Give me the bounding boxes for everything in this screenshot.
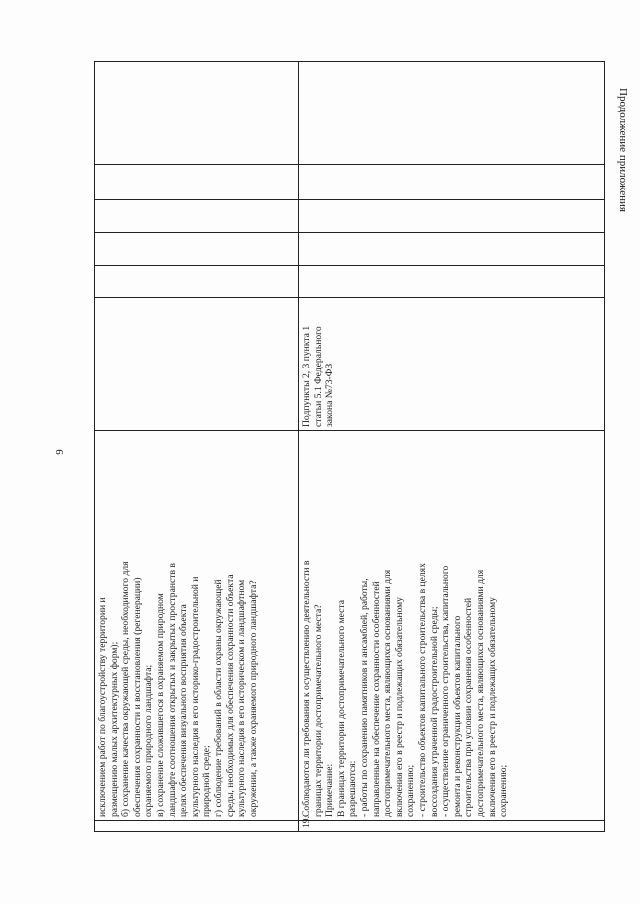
reference-line: статьи 5.1 Федерального [312, 326, 324, 427]
question-line: сохранению; [405, 764, 417, 817]
question-line: воссоздания утраченной градостроительной среды; [428, 606, 440, 817]
answer-no-cell [299, 233, 605, 266]
number-cell-empty [95, 821, 299, 832]
question-line: в) сохранение сложившегося в охраняемом природном [154, 593, 166, 817]
extra-cell [95, 165, 299, 200]
table-row-19 [299, 62, 605, 832]
reference-line: закона №73-ФЗ [324, 363, 336, 427]
row-number: 19. [299, 821, 605, 832]
question-line: - осуществление ограниченного строительства, капитального [440, 565, 452, 817]
question-line: среды, необходимых для обеспечения сохранности объекта [224, 574, 236, 817]
checklist-table [94, 61, 605, 832]
answer-yes-cell [299, 266, 605, 298]
question-line: обеспечения сохранности и восстановления (регенерации) [131, 577, 143, 817]
question-cell [299, 431, 605, 821]
question-line: г) соблюдение требований в области охраны окружающей [212, 579, 224, 817]
question-line: направленные на обеспечение сохранности особенностей [370, 581, 382, 817]
answer-no-cell [95, 233, 299, 266]
question-line: окружении, а также охраняемого природного ландшафта? [247, 580, 259, 817]
question-line: сохранению; [498, 764, 510, 817]
question-line: разрешаются: [347, 760, 359, 817]
question-line: природной среде; [201, 745, 213, 817]
question-line: ландшафте соотношения открытых и закрытых пространств в [166, 563, 178, 817]
question-line: - работы по сохранению памятников и ансамблей, работы, [358, 578, 370, 817]
extra-cell [299, 165, 605, 200]
question-line: - строительство объектов капитального строительства в целях [416, 563, 428, 817]
appendix-continuation-text: Продолжение приложения [617, 88, 629, 212]
question-line: культурного наследия в его историко-градостроительной и [189, 576, 201, 817]
question-line: В границах территории достопримечательного места [335, 599, 347, 817]
question-cell-continuation [95, 431, 299, 821]
answer-na-cell [299, 200, 605, 233]
appendix-continuation-note [613, 88, 633, 212]
question-line: размещению малых архитектурных форм); [108, 641, 120, 817]
question-line: б) сохранение качества окружающей среды, необходимого для [120, 561, 132, 817]
question-line: культурного наследия в его историческом и ландшафтном [236, 579, 248, 817]
question-line: охраняемого природного ландшафта; [143, 664, 155, 817]
question-line: ремонта и реконструкции объектов капитального [451, 615, 463, 817]
question-line: исключением работ по благоустройству территории и [97, 597, 108, 817]
reference-cell-empty [95, 298, 299, 431]
notes-cell [95, 62, 299, 165]
question-line: границах территории достопримечательного места? [312, 604, 324, 817]
question-line: целях обеспечения визуального восприятия объекта [178, 604, 190, 817]
question-line: Примечание: [324, 763, 336, 817]
answer-yes-cell [95, 266, 299, 298]
checklist-table-rotated [94, 62, 604, 832]
answer-na-cell [95, 200, 299, 233]
notes-cell [299, 62, 605, 165]
question-line: Соблюдаются ли требования к осуществлению деятельности в [301, 560, 312, 817]
question-line: включения его в реестр и подлежащих обязательному [486, 597, 498, 817]
page-number: 9 [53, 449, 66, 455]
question-line: включения его в реестр и подлежащих обязательному [393, 597, 405, 817]
reference-cell [299, 298, 605, 431]
reference-line: Подпункты 2, 3 пункта 1 [301, 325, 312, 427]
question-line: достопримечательного места, являющихся основаниями для [474, 569, 486, 817]
table-row-continuation [95, 62, 299, 832]
question-line: достопримечательного места, являющихся основаниями для [382, 569, 394, 817]
question-line: строительства при условии сохранения особенностей [463, 597, 475, 817]
